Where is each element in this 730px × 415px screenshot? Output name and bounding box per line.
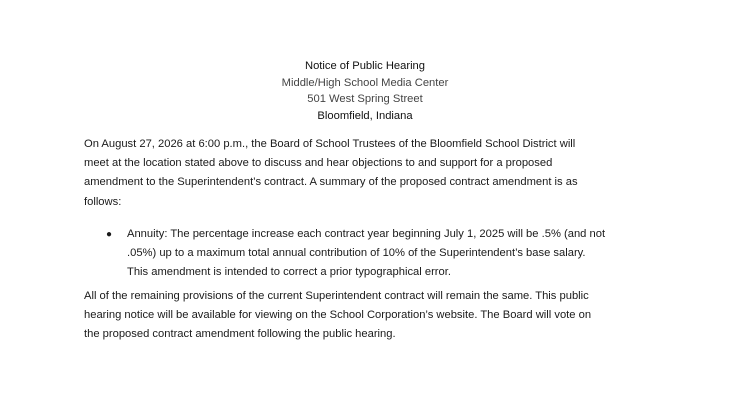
notice-title: Notice of Public Hearing xyxy=(304,60,425,72)
closing-line: the proposed contract amendment following the public hearing. xyxy=(84,328,396,341)
amendment-line: .05%) up to a maximum total annual contribution of 10% of the Superintendent’s base salary. xyxy=(127,247,586,260)
intro-line: follows: xyxy=(84,195,122,208)
notice-header xyxy=(0,58,730,124)
intro-paragraph xyxy=(84,135,664,212)
hearing-address: 501 West Spring Street xyxy=(307,93,423,105)
amendment-text xyxy=(127,225,647,283)
intro-line: On August 27, 2026 at 6:00 p.m., the Board of School Trustees of the Bloomfield School District will xyxy=(84,138,576,150)
amendment-line: Annuity: The percentage increase each contract year beginning July 1, 2025 will be .5% (and not xyxy=(127,228,606,240)
intro-line: amendment to the Superintendent’s contract. A summary of the proposed contract amendment is as xyxy=(84,176,578,189)
hearing-location: Middle/High School Media Center xyxy=(281,76,449,89)
closing-line: All of the remaining provisions of the current Superintendent contract will remain the same. This public xyxy=(84,290,589,302)
bullet-dot-icon: ● xyxy=(106,229,113,240)
closing-line: hearing notice will be available for viewing on the School Corporation’s website. The Board will vote on xyxy=(84,309,592,322)
amendment-line: This amendment is intended to correct a prior typographical error. xyxy=(127,266,451,279)
intro-line: meet at the location stated above to discuss and hear objections to and support for a proposed xyxy=(84,157,553,170)
hearing-city: Bloomfield, Indiana xyxy=(317,109,413,122)
closing-paragraph xyxy=(84,287,664,345)
